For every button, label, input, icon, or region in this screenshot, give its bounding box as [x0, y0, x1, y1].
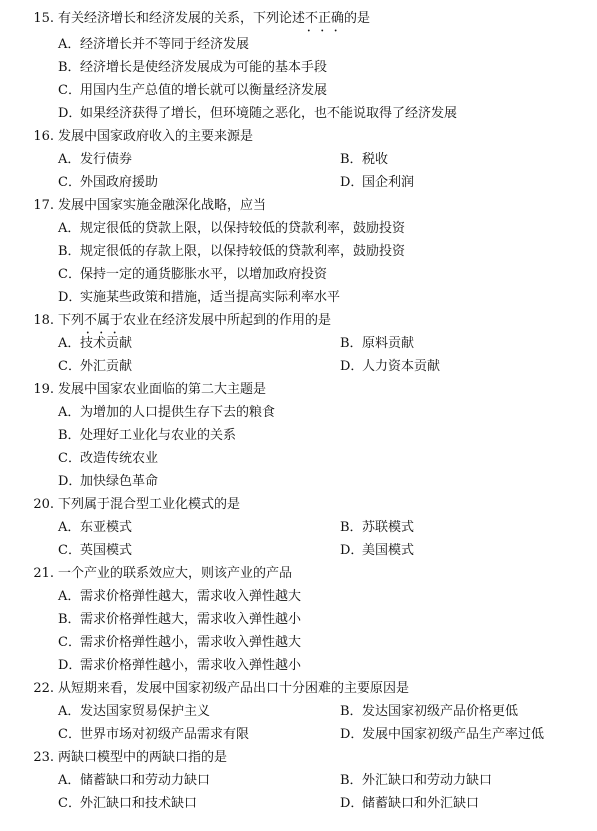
- option-label: A．: [58, 37, 81, 52]
- option: [58, 57, 327, 79]
- option-text: 苏联模式: [362, 520, 415, 535]
- option-label: B．: [340, 336, 363, 351]
- option: [340, 356, 440, 378]
- question-number: 18.: [33, 313, 54, 328]
- option: [340, 172, 414, 194]
- option: [58, 80, 327, 102]
- option: [58, 264, 327, 286]
- option-label: D．: [340, 543, 364, 558]
- option-text: 经济增长并不等同于经济发展: [80, 37, 250, 52]
- question-number: 23.: [33, 750, 54, 765]
- option-label: D．: [58, 658, 82, 673]
- option-label: A．: [58, 589, 81, 604]
- option-text: 外汇贡献: [80, 359, 133, 374]
- stem-text: 发展中国家农业面临的第二大主题是: [58, 382, 267, 397]
- option-text: 美国模式: [362, 543, 415, 558]
- option-text: 储蓄缺口和外汇缺口: [362, 796, 480, 811]
- option-text: 税收: [362, 152, 389, 167]
- option: [58, 655, 301, 677]
- option-label: C．: [58, 359, 81, 374]
- option-text: 处理好工业化与农业的关系: [80, 428, 237, 443]
- option-text: 人力资本贡献: [362, 359, 441, 374]
- question-number: 22.: [33, 681, 54, 696]
- option-label: B．: [340, 773, 363, 788]
- option: [58, 540, 132, 562]
- option: [58, 632, 301, 654]
- option: [58, 149, 132, 171]
- option: [58, 770, 210, 792]
- stem-text: 的是: [344, 11, 371, 26]
- option-label: C．: [58, 175, 81, 190]
- option-label: A．: [58, 405, 81, 420]
- option-label: C．: [58, 451, 81, 466]
- option: [58, 724, 249, 746]
- option: [340, 540, 414, 562]
- option: [340, 517, 414, 539]
- option: [58, 333, 132, 355]
- stem-text: 发展中国家实施金融深化战略，应当: [58, 198, 267, 213]
- option: [340, 333, 414, 355]
- option-text: 加快绿色革命: [80, 474, 159, 489]
- stem-text: 从短期来看，发展中国家初级产品出口十分困难的主要原因是: [58, 681, 410, 696]
- option-label: C．: [58, 635, 81, 650]
- option-label: D．: [340, 175, 364, 190]
- option-text: 保持一定的通货膨胀水平，以增加政府投资: [80, 267, 328, 282]
- option-text: 英国模式: [80, 543, 133, 558]
- stem-text: 有关经济增长和经济发展的关系，下列论述: [58, 11, 306, 26]
- option-label: B．: [340, 704, 363, 719]
- option-text: 需求价格弹性越小，需求收入弹性越大: [80, 635, 302, 650]
- option: [58, 793, 197, 815]
- option: [58, 34, 249, 56]
- option: [58, 471, 158, 493]
- emphasis-text: 不属于 • • •: [84, 310, 123, 332]
- option-text: 需求价格弹性越大，需求收入弹性越小: [80, 612, 302, 627]
- option-label: B．: [340, 152, 363, 167]
- option-text: 发展中国家初级产品生产率过低: [362, 727, 545, 742]
- option-text: 实施某些政策和措施，适当提高实际利率水平: [80, 290, 341, 305]
- option: [58, 356, 132, 378]
- option: [58, 425, 236, 447]
- stem-text: 下列属于混合型工业化模式的是: [58, 497, 241, 512]
- question-number: 21.: [33, 566, 54, 581]
- option-text: 改造传统农业: [80, 451, 159, 466]
- option-text: 技术贡献: [80, 336, 133, 351]
- option: [58, 609, 301, 631]
- option: [58, 402, 275, 424]
- question-stem: [28, 8, 370, 30]
- option-label: C．: [58, 727, 81, 742]
- question-stem: [28, 126, 253, 148]
- option-label: D．: [340, 359, 364, 374]
- option-label: D．: [58, 106, 82, 121]
- option-label: C．: [58, 267, 81, 282]
- option-text: 外国政府援助: [80, 175, 159, 190]
- option-label: A．: [58, 336, 81, 351]
- option-label: C．: [58, 543, 81, 558]
- option-label: B．: [58, 612, 81, 627]
- emphasis-text: 不正确 • • •: [305, 8, 344, 30]
- option-label: D．: [340, 796, 364, 811]
- question-stem: [28, 310, 331, 332]
- option-label: B．: [58, 428, 81, 443]
- option-label: B．: [58, 244, 81, 259]
- option-label: D．: [58, 474, 82, 489]
- option-text: 为增加的人口提供生存下去的粮食: [80, 405, 276, 420]
- option-label: A．: [58, 221, 81, 236]
- option: [58, 172, 158, 194]
- option-text: 外汇缺口和技术缺口: [80, 796, 198, 811]
- option: [58, 517, 132, 539]
- option-label: A．: [58, 520, 81, 535]
- option: [58, 241, 405, 263]
- option: [340, 701, 518, 723]
- option-text: 外汇缺口和劳动力缺口: [362, 773, 493, 788]
- option-label: A．: [58, 773, 81, 788]
- option: [340, 793, 479, 815]
- option-text: 原料贡献: [362, 336, 415, 351]
- stem-text: 下列: [58, 313, 85, 328]
- option: [58, 701, 210, 723]
- option-text: 规定很低的贷款上限，以保持较低的贷款利率，鼓励投资: [80, 221, 406, 236]
- question-stem: [28, 563, 292, 585]
- option-text: 需求价格弹性越大，需求收入弹性越大: [80, 589, 302, 604]
- question-stem: [28, 494, 240, 516]
- stem-text: 一个产业的联系效应大，则该产业的产品: [58, 566, 293, 581]
- option-text: 规定很低的存款上限，以保持较低的贷款利率，鼓励投资: [80, 244, 406, 259]
- stem-text: 农业在经济发展中所起到的作用的是: [123, 313, 332, 328]
- option-text: 世界市场对初级产品需求有限: [80, 727, 250, 742]
- option-text: 东亚模式: [80, 520, 133, 535]
- option-label: B．: [340, 520, 363, 535]
- option-text: 发达国家贸易保护主义: [80, 704, 211, 719]
- option: [58, 218, 405, 240]
- question-stem: [28, 195, 266, 217]
- question-number: 20.: [33, 497, 54, 512]
- option-label: C．: [58, 796, 81, 811]
- question-number: 17.: [33, 198, 54, 213]
- question-stem: [28, 678, 409, 700]
- option-text: 用国内生产总值的增长就可以衡量经济发展: [80, 83, 328, 98]
- option-label: D．: [340, 727, 364, 742]
- option-text: 经济增长是使经济发展成为可能的基本手段: [80, 60, 328, 75]
- question-number: 19.: [33, 382, 54, 397]
- option: [58, 586, 301, 608]
- option: [58, 287, 340, 309]
- option: [340, 724, 544, 746]
- option: [58, 103, 457, 125]
- option-text: 发达国家初级产品价格更低: [362, 704, 519, 719]
- question-number: 16.: [33, 129, 54, 144]
- option: [340, 149, 388, 171]
- option-label: D．: [58, 290, 82, 305]
- option-label: C．: [58, 83, 81, 98]
- option-label: A．: [58, 704, 81, 719]
- option-label: B．: [58, 60, 81, 75]
- question-number: 15.: [33, 11, 54, 26]
- option-text: 发行债券: [80, 152, 133, 167]
- option: [58, 448, 158, 470]
- stem-text: 发展中国家政府收入的主要来源是: [58, 129, 254, 144]
- option-text: 储蓄缺口和劳动力缺口: [80, 773, 211, 788]
- stem-text: 两缺口模型中的两缺口指的是: [58, 750, 228, 765]
- option-text: 国企利润: [362, 175, 415, 190]
- option-text: 如果经济获得了增长，但环境随之恶化，也不能说取得了经济发展: [80, 106, 458, 121]
- option: [340, 770, 492, 792]
- question-stem: [28, 379, 266, 401]
- option-text: 需求价格弹性越小，需求收入弹性越小: [80, 658, 302, 673]
- option-label: A．: [58, 152, 81, 167]
- question-stem: [28, 747, 227, 769]
